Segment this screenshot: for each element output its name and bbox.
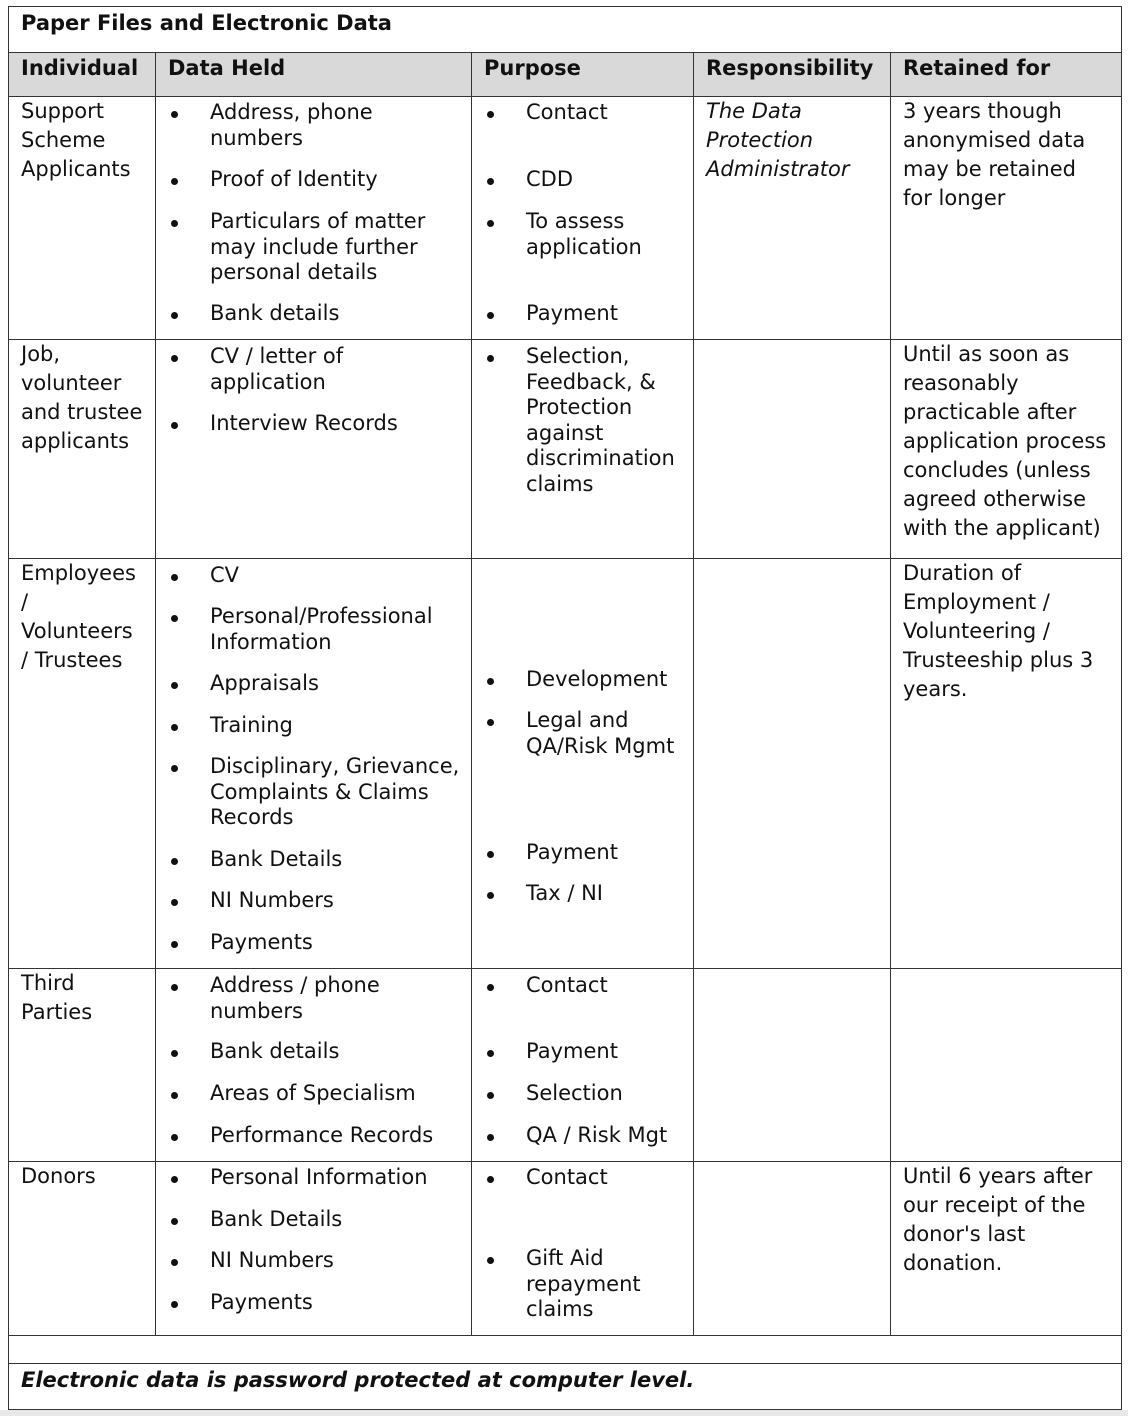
- individual-cell: Donors: [9, 1162, 156, 1336]
- header-row: [9, 53, 1122, 97]
- list-item: Proof of Identity: [156, 167, 386, 193]
- list-item: Bank Details: [156, 847, 350, 873]
- individual-cell: Job, volunteer and trustee applicants: [9, 340, 156, 559]
- list-item: Bank details: [156, 1039, 347, 1065]
- list-item: Personal/Professional Information: [156, 604, 471, 655]
- individual-cell: Support Scheme Applicants: [9, 97, 156, 340]
- individual-cell: Third Parties: [9, 969, 156, 1162]
- list-item: CV / letter of application: [156, 344, 471, 395]
- table-row: [9, 340, 1122, 559]
- list-item: Contact: [472, 1165, 616, 1191]
- responsibility-cell: The Data Protection Administrator: [694, 97, 891, 340]
- header-responsibility: Responsibility: [694, 53, 891, 97]
- list-item: Payments: [156, 1290, 321, 1316]
- responsibility-cell: [694, 559, 891, 969]
- retained-for-cell: [891, 969, 1122, 1162]
- list-item: Selection: [472, 1081, 631, 1107]
- list-item: CV: [156, 563, 247, 589]
- list-item: CDD: [472, 167, 581, 193]
- list-item: Contact: [472, 973, 616, 999]
- table-row: [9, 559, 1122, 969]
- list-item: Legal and QA/Risk Mgmt: [472, 708, 693, 759]
- list-item: Appraisals: [156, 671, 327, 697]
- retained-for-cell: 3 years though anonymised data may be retained for longer: [891, 97, 1122, 340]
- header-purpose: Purpose: [472, 53, 694, 97]
- data-held-cell: [156, 97, 472, 340]
- table-title: Paper Files and Electronic Data: [9, 7, 1122, 53]
- list-item: Payments: [156, 930, 321, 956]
- title-row: [9, 7, 1122, 53]
- list-item: Contact: [472, 100, 616, 126]
- list-item: Address, phone numbers: [156, 100, 471, 151]
- page-bottom-edge: [0, 1410, 1128, 1416]
- spacer-row: [9, 1336, 1122, 1364]
- list-item: Disciplinary, Grievance, Complaints & Claims Records: [156, 754, 471, 831]
- individual-cell: Employees / Volunteers / Trustees: [9, 559, 156, 969]
- footer-note: Electronic data is password protected at computer level.: [9, 1364, 1122, 1410]
- list-item: Payment: [472, 1039, 626, 1065]
- list-item: Training: [156, 713, 301, 739]
- retained-for-cell: Duration of Employment / Volunteering / Trusteeship plus 3 years.: [891, 559, 1122, 969]
- purpose-cell: [472, 969, 694, 1162]
- purpose-cell: [472, 340, 694, 559]
- purpose-cell: [472, 559, 694, 969]
- list-item: Bank Details: [156, 1207, 350, 1233]
- list-item: Payment: [472, 840, 626, 866]
- list-item: Address / phone numbers: [156, 973, 471, 1024]
- list-item: Personal Information: [156, 1165, 436, 1191]
- spacer-cell: [9, 1336, 1122, 1364]
- footer-row: [9, 1364, 1122, 1410]
- list-item: Payment: [472, 301, 626, 327]
- responsibility-cell: [694, 340, 891, 559]
- list-item: Tax / NI: [472, 881, 611, 907]
- list-item: Development: [472, 667, 675, 693]
- responsibility-cell: [694, 969, 891, 1162]
- data-held-cell: [156, 559, 472, 969]
- retained-for-cell: Until 6 years after our receipt of the donor's last donation.: [891, 1162, 1122, 1336]
- purpose-cell: [472, 97, 694, 340]
- table-row: [9, 969, 1122, 1162]
- purpose-cell: [472, 1162, 694, 1336]
- table-row: [9, 97, 1122, 340]
- list-item: QA / Risk Mgt: [472, 1123, 675, 1149]
- list-item: Gift Aid repayment claims: [472, 1246, 693, 1323]
- list-item: NI Numbers: [156, 1248, 342, 1274]
- retained-for-cell: Until as soon as reasonably practicable after application process concludes (unless agreed otherwise with the applicant): [891, 340, 1122, 559]
- list-item: Selection, Feedback, & Protection against discrimination claims: [472, 344, 693, 497]
- data-held-cell: [156, 340, 472, 559]
- list-item: To assess application: [472, 209, 693, 260]
- data-held-cell: [156, 969, 472, 1162]
- list-item: Areas of Specialism: [156, 1081, 424, 1107]
- list-item: Bank details: [156, 301, 347, 327]
- data-held-cell: [156, 1162, 472, 1336]
- header-individual: Individual: [9, 53, 156, 97]
- list-item: Performance Records: [156, 1123, 441, 1149]
- list-item: NI Numbers: [156, 888, 342, 914]
- table-row: [9, 1162, 1122, 1336]
- responsibility-cell: [694, 1162, 891, 1336]
- data-retention-table: [8, 6, 1122, 1410]
- header-retained-for: Retained for: [891, 53, 1122, 97]
- list-item: Particulars of matter may include further personal details: [156, 209, 471, 286]
- header-data-held: Data Held: [156, 53, 472, 97]
- list-item: Interview Records: [156, 411, 406, 437]
